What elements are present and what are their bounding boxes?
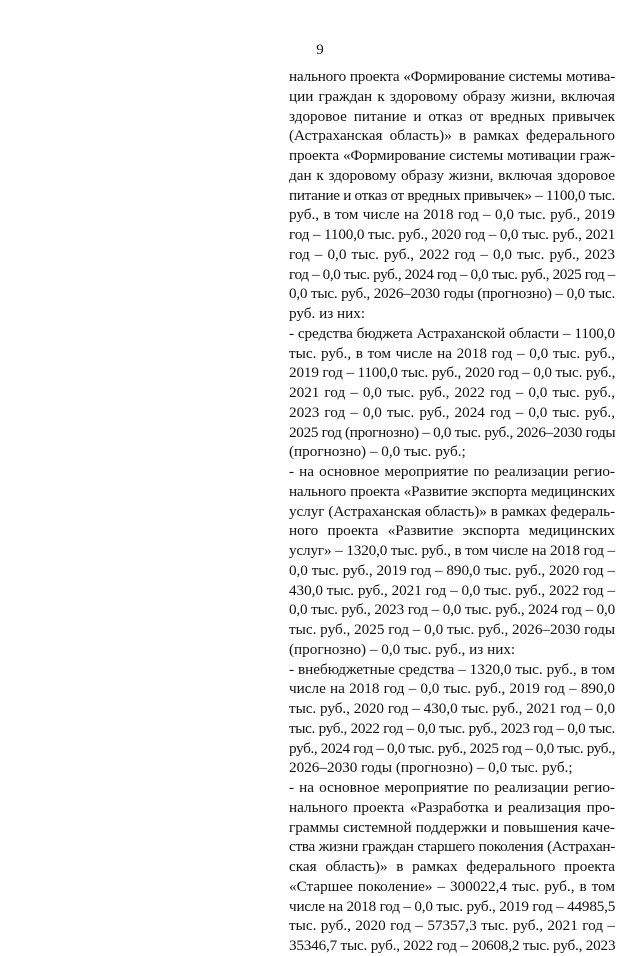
text-line: нального проекта «Развитие экспорта медицинских bbox=[289, 482, 615, 500]
text-line: здоровое питание и отказ от вредных привычек bbox=[289, 107, 615, 125]
text-line: 2019 год – 1100,0 тыс. руб., 2020 год – 0,0 тыс. руб., bbox=[289, 364, 616, 382]
text-line: тыс. руб., в том числе на 2018 год – 0,0 тыс. руб., bbox=[289, 344, 615, 362]
text-line: 2025 год (прогнозно) – 0,0 тыс. руб., 2026–2030 годы bbox=[289, 423, 616, 441]
text-line: дан к здоровому образу жизни, включая здоровое bbox=[289, 166, 615, 184]
text-line: - внебюджетные средства – 1320,0 тыс. руб., в том bbox=[289, 660, 615, 678]
text-line: руб. из них: bbox=[289, 305, 366, 322]
text-line: ного проекта «Развитие экспорта медицинских bbox=[289, 522, 615, 540]
text-line: год – 1100,0 тыс. руб., 2020 год – 0,0 тыс. руб., 2021 bbox=[289, 226, 616, 243]
text-line: 0,0 тыс. руб., 2019 год – 890,0 тыс. руб., 2020 год – bbox=[289, 561, 615, 579]
text-line: тыс. руб., 2022 год – 0,0 тыс. руб., 2023 год – 0,0 тыс. bbox=[289, 719, 615, 737]
page-number: 9 bbox=[316, 42, 324, 58]
text-line: - на основное мероприятие по реализации регио- bbox=[289, 463, 615, 480]
text-line: руб., в том числе на 2018 год – 0,0 тыс. руб., 2019 bbox=[289, 206, 615, 224]
text-line: тыс. руб., 2025 год – 0,0 тыс. руб., 2026–2030 годы bbox=[289, 621, 616, 638]
text-line: проекта «Формирование системы мотивации граж- bbox=[289, 147, 615, 164]
text-line: 430,0 тыс. руб., 2021 год – 0,0 тыс. руб., 2022 год – bbox=[289, 581, 615, 599]
text-line: ская область)» в рамках федерального проекта bbox=[289, 858, 615, 875]
text-line: нального проекта «Разработка и реализация про- bbox=[289, 798, 615, 816]
text-line: год – 0,0 тыс. руб., 2024 год – 0,0 тыс. руб., 2025 год – bbox=[289, 265, 615, 283]
text-line: 2021 год – 0,0 тыс. руб., 2022 год – 0,0 тыс. руб., bbox=[289, 384, 615, 401]
text-line: (прогнозно) – 0,0 тыс. руб.; bbox=[289, 443, 466, 461]
text-line: граммы системной поддержки и повышения каче- bbox=[289, 818, 615, 836]
text-line: 0,0 тыс. руб., 2023 год – 0,0 тыс. руб., 2024 год – 0,0 bbox=[289, 601, 615, 619]
text-line: тыс. руб., 2020 год – 57357,3 тыс. руб., 2021 год – bbox=[289, 917, 615, 935]
text-line: нального проекта «Формирование системы мотива- bbox=[289, 68, 615, 85]
text-line: ции граждан к здоровому образу жизни, включая bbox=[289, 87, 615, 105]
document-text-column bbox=[289, 67, 615, 956]
text-line: услуг (Астраханская область)» в рамках федераль- bbox=[289, 502, 615, 520]
text-line: (Астраханская область)» в рамках федерального bbox=[289, 127, 615, 145]
text-line: 2023 год – 0,0 тыс. руб., 2024 год – 0,0 тыс. руб., bbox=[289, 403, 615, 421]
text-line: - на основное мероприятие по реализации регио- bbox=[289, 779, 615, 796]
text-line: тыс. руб., 2020 год – 430,0 тыс. руб., 2021 год – 0,0 bbox=[289, 700, 615, 717]
text-line: (прогнозно) – 0,0 тыс. руб., из них: bbox=[289, 640, 516, 658]
text-line: 2026–2030 годы (прогнозно) – 0,0 тыс. руб.; bbox=[289, 759, 573, 777]
text-line: числе на 2018 год – 0,0 тыс. руб., 2019 год – 44985,5 bbox=[289, 897, 616, 915]
text-line: питание и отказ от вредных привычек» – 1100,0 тыс. bbox=[289, 186, 615, 204]
text-line: 35346,7 тыс. руб., 2022 год – 20608,2 тыс. руб., 2023 bbox=[289, 937, 616, 954]
text-line: ства жизни граждан старшего поколения (Астрахан- bbox=[289, 838, 615, 856]
text-line: числе на 2018 год – 0,0 тыс. руб., 2019 год – 890,0 bbox=[289, 680, 615, 698]
text-line: год – 0,0 тыс. руб., 2022 год – 0,0 тыс. руб., 2023 bbox=[289, 245, 615, 263]
text-line: «Старшее поколение» – 300022,4 тыс. руб., в том bbox=[289, 877, 615, 895]
text-line: услуг» – 1320,0 тыс. руб., в том числе на 2018 год – bbox=[289, 542, 615, 559]
text-line: 0,0 тыс. руб., 2026–2030 годы (прогнозно) – 0,0 тыс. bbox=[289, 285, 615, 303]
text-line: - средства бюджета Астраханской области – 1100,0 bbox=[289, 324, 615, 342]
text-line: руб., 2024 год – 0,0 тыс. руб., 2025 год – 0,0 тыс. руб., bbox=[289, 739, 616, 757]
